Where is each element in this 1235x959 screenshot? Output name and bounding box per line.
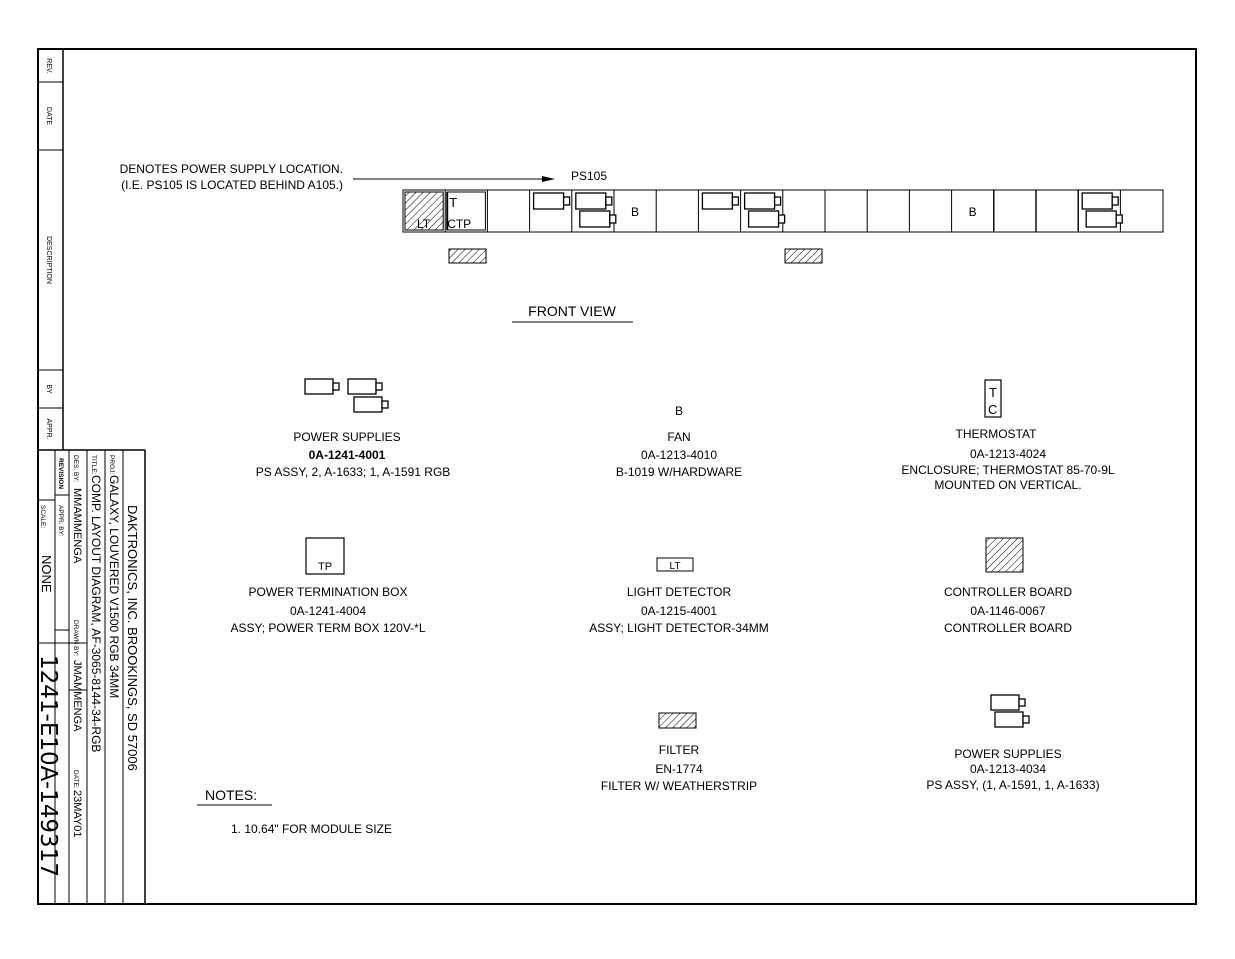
fan-part: 0A-1213-4010 <box>640 448 718 462</box>
notes <box>197 787 392 836</box>
filter-name: FILTER <box>658 743 700 757</box>
project-name: GALAXY, LOUVERED V1500 RGB 34MM <box>107 475 121 699</box>
power-supply-icon <box>1086 211 1116 227</box>
legend-power-supplies-2 <box>926 695 1099 792</box>
controller-board-icon <box>986 538 1023 572</box>
light-detector-cell-label: LT <box>417 217 431 231</box>
title-block <box>35 450 145 904</box>
light-desc: ASSY; LIGHT DETECTOR-34MM <box>589 621 769 635</box>
power-supply-icon <box>732 197 738 205</box>
fan-icon: B <box>968 205 977 219</box>
legend-filter <box>601 713 757 793</box>
scale-value: NONE <box>39 555 54 593</box>
power-supply-icon <box>576 193 606 209</box>
fan-name: FAN <box>667 430 691 444</box>
date-label: DATE <box>45 106 52 126</box>
thermostat-desc: ENCLOSURE; THERMOSTAT 85-70-9L <box>901 463 1115 477</box>
power-supply-callout <box>120 162 608 192</box>
legend-controller-board <box>944 538 1072 635</box>
power-supply-icon <box>564 197 570 205</box>
filter-desc: FILTER W/ WEATHERSTRIP <box>600 779 758 793</box>
notes-title: NOTES: <box>205 787 258 803</box>
front-view-title: FRONT VIEW <box>528 303 616 319</box>
legend-light-detector <box>589 558 768 635</box>
controller-part: 0A-1146-0067 <box>970 604 1046 618</box>
ctp-cell-label: CTP <box>447 217 472 231</box>
thermostat-desc2: MOUNTED ON VERTICAL. <box>934 478 1082 492</box>
power-supply-icon <box>702 193 732 209</box>
date-label-tb: DATE: <box>72 770 79 789</box>
denotes-line1: DENOTES POWER SUPPLY LOCATION. <box>119 162 343 176</box>
power-supply-icon <box>305 379 339 394</box>
legend-power-supplies <box>256 379 451 479</box>
proj-label: PROJ: <box>108 455 115 475</box>
ps105-label: PS105 <box>571 169 608 183</box>
filter-marker-2 <box>785 249 822 263</box>
note-item-1: 1. 10.64" FOR MODULE SIZE <box>231 822 392 836</box>
ps1-name: POWER SUPPLIES <box>293 430 401 444</box>
power-supply-icon <box>606 197 612 205</box>
fan-icon: B <box>630 205 640 219</box>
filter-part: EN-1774 <box>655 762 703 776</box>
revision-block <box>38 49 63 450</box>
power-supply-icon <box>1082 193 1112 209</box>
legend-power-termination-box <box>230 538 425 635</box>
light-symbol: LT <box>669 561 681 572</box>
ps2-part: 0A-1213-4034 <box>969 762 1047 776</box>
drawing-number: 1241-E10A-149317 <box>35 655 61 877</box>
power-supply-icon <box>354 397 388 412</box>
thermostat-part: 0A-1213-4024 <box>969 447 1047 461</box>
designed-by: MMAMMENGA <box>71 488 83 564</box>
drawn-by-label: DRAWN BY: <box>72 620 79 657</box>
thermostat-name: THERMOSTAT <box>955 427 1037 441</box>
controller-desc: CONTROLLER BOARD <box>943 621 1073 635</box>
legend-fan <box>616 404 742 479</box>
light-name: LIGHT DETECTOR <box>626 585 732 599</box>
filter-marker-1 <box>449 249 486 263</box>
denotes-line2: (I.E. PS105 IS LOCATED BEHIND A105.) <box>121 178 343 192</box>
des-by-label: DES. BY: <box>72 455 79 483</box>
ps2-name: POWER SUPPLIES <box>954 747 1062 761</box>
fan-desc: B-1019 W/HARDWARE <box>615 465 743 479</box>
description-label: DESCRIPTION <box>45 236 52 284</box>
ptb-desc: ASSY; POWER TERM BOX 120V-*L <box>230 621 426 635</box>
fan-icon: B <box>674 404 684 418</box>
title-label: TITLE: <box>90 455 97 475</box>
ptb-part: 0A-1241-4004 <box>289 604 367 618</box>
revision-label: REVISION <box>57 458 64 490</box>
controller-name: CONTROLLER BOARD <box>943 585 1073 599</box>
power-supply-icon <box>348 379 382 394</box>
module-strip <box>403 190 1163 232</box>
power-supply-icon <box>775 197 781 205</box>
appr-by-label: APPR. BY: <box>57 505 64 537</box>
filter-icon <box>659 713 696 728</box>
power-supply-icon <box>991 695 1025 710</box>
ps1-desc: PS ASSY, 2, A-1633; 1, A-1591 RGB <box>255 465 451 479</box>
by-label: BY <box>45 384 52 394</box>
power-supply-icon <box>1116 215 1122 223</box>
drawing-title: COMP. LAYOUT DIAGRAM, AF-3065-8144-34-RGB <box>89 475 103 753</box>
ps2-desc: PS ASSY, (1, A-1591, 1, A-1633) <box>926 778 1100 792</box>
power-supply-icon <box>779 215 785 223</box>
power-supply-icon <box>534 193 564 209</box>
ptb-symbol: TP <box>317 561 333 573</box>
ptb-name: POWER TERMINATION BOX <box>248 585 408 599</box>
thermostat-symbol-c: C <box>988 402 998 417</box>
drawing-date: 23MAY01 <box>71 790 83 838</box>
light-part: 0A-1215-4001 <box>640 604 718 618</box>
scale-label: SCALE: <box>39 505 46 529</box>
power-supply-icon <box>995 712 1029 727</box>
power-supply-icon <box>745 193 775 209</box>
ps1-part: 0A-1241-4001 <box>308 448 386 462</box>
power-supply-icon <box>580 211 610 227</box>
rev-label: REV. <box>45 58 52 74</box>
power-supply-icon <box>610 215 616 223</box>
power-supply-icon <box>749 211 779 227</box>
appr-label: APPR. <box>45 418 52 440</box>
company-name: DAKTRONICS, INC. BROOKINGS, SD 57006 <box>125 505 140 771</box>
thermostat-cell-label: T <box>449 195 458 210</box>
drawn-by: JMAMMENGA <box>71 660 83 732</box>
thermostat-symbol-t: T <box>989 385 997 400</box>
power-supply-icon <box>1112 197 1118 205</box>
legend-thermostat <box>901 380 1114 492</box>
